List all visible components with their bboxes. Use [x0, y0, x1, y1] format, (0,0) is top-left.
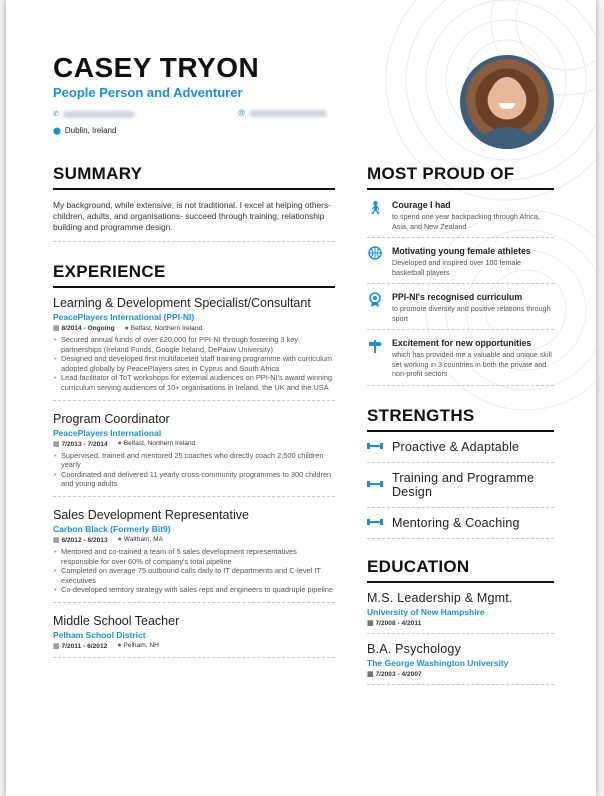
phone-icon: ✆ — [53, 111, 59, 118]
job-entry — [53, 288, 335, 401]
strength-item — [367, 432, 554, 463]
dumbbell-icon — [367, 479, 383, 491]
calendar-icon: ▦ — [367, 670, 374, 678]
strength-label: Proactive & Adaptable — [392, 439, 520, 454]
education-dates: 7/2003 - 4/2007 — [375, 670, 422, 678]
job-location: Belfast, Northern Ireland — [130, 324, 203, 332]
person-walking-icon: 🚶︎ — [367, 200, 384, 215]
left-column — [53, 164, 335, 658]
location-contact — [53, 126, 116, 135]
job-company: PeacePlayers International (PPI-NI) — [53, 312, 195, 322]
job-location: Belfast, Northern Ireland — [123, 440, 196, 448]
location-pin-icon: ● — [117, 440, 122, 448]
job-bullets — [53, 547, 335, 595]
education-school: University of New Hampshire — [367, 606, 485, 617]
location-pin-icon: ● — [124, 324, 129, 332]
job-bullets — [53, 335, 335, 393]
experience-heading: EXPERIENCE — [53, 262, 335, 288]
proud-desc: to spend one year backpacking through Africa, Asia, and New Zealand — [392, 212, 540, 231]
basketball-icon — [367, 246, 383, 277]
phone-contact — [53, 110, 135, 118]
strength-label: Mentoring & Coaching — [392, 515, 520, 530]
strengths-heading: STRENGTHS — [367, 406, 554, 432]
job-meta — [53, 440, 335, 448]
job-location: Waltham, MA — [123, 536, 164, 544]
signpost-icon — [367, 338, 383, 379]
proud-item — [367, 330, 554, 386]
job-dates: 7/2011 - 6/2012 — [61, 642, 108, 650]
proud-desc: which has provided me a valuable and unique skill set working in 3 countries in both the private and non-profit sectors — [392, 350, 552, 378]
calendar-icon: ▦ — [367, 619, 374, 627]
location-pin-icon: ⬤ — [53, 127, 61, 135]
job-bullet: • Secured annual funds of over £20,000 for PPI-NI through fostering 3 key partnerships (Ireland Funds, Google Ireland, DePauw University) — [53, 335, 335, 354]
job-entry — [53, 401, 335, 497]
job-title: Learning & Development Specialist/Consultant — [53, 296, 311, 310]
job-bullet: • Co-developed territory strategy with sales reps and engineers to quadruple pipeline — [53, 585, 335, 595]
right-column — [367, 164, 554, 685]
proud-item — [367, 284, 554, 330]
proud-title: Excitement for new opportunities — [392, 338, 532, 348]
job-bullet: • Coordinated and delivered 11 yearly cross-community programmes to 300 children and young adults — [53, 470, 335, 489]
strength-item — [367, 508, 554, 539]
proud-heading: MOST PROUD OF — [367, 164, 554, 190]
email-icon: @ — [238, 110, 246, 117]
education-school: The George Washington University — [367, 657, 509, 668]
job-meta — [53, 536, 335, 544]
job-meta — [53, 642, 335, 650]
education-item — [367, 583, 554, 634]
job-meta — [53, 324, 335, 332]
calendar-icon: ▦ — [53, 642, 60, 650]
job-company: Carbon Black (Formerly Bit9) — [53, 523, 171, 534]
proud-title: PPI-NI's recognised curriculum — [392, 292, 523, 302]
education-item — [367, 634, 554, 685]
job-title: Sales Development Representative — [53, 507, 249, 522]
job-dates: 6/2012 - 6/2013 — [61, 536, 108, 544]
job-company: PeacePlayers International — [53, 427, 162, 438]
job-title: Middle School Teacher — [53, 613, 180, 628]
job-bullets — [53, 451, 335, 489]
email-redacted — [249, 110, 327, 117]
job-entry — [53, 603, 335, 658]
job-location: Pelham, NH — [123, 642, 159, 650]
phone-redacted — [63, 111, 135, 118]
job-bullet: • Completed on average 75 outbound calls daily to IT departments and C-level IT executives — [53, 566, 335, 585]
proud-desc: to promote diversity and positive relations through sport — [392, 304, 551, 323]
education-heading: EDUCATION — [367, 557, 554, 583]
email-contact — [238, 110, 327, 117]
proud-title: Motivating young female athletes — [392, 246, 531, 256]
job-company: Pelham School District — [53, 629, 146, 640]
candidate-tagline: People Person and Adventurer — [53, 85, 243, 100]
dumbbell-icon — [367, 517, 383, 529]
job-title: Program Coordinator — [53, 411, 170, 426]
job-bullet: • Mentored and co-trained a team of 5 sales development representatives responsible for over 60% of company's total pipeline — [53, 547, 335, 566]
calendar-icon: ▦ — [53, 440, 60, 448]
proud-desc: Developed and inspired over 100 female basketball players — [392, 258, 522, 277]
education-dates: 7/2008 - 4/2011 — [375, 619, 422, 627]
proud-item — [367, 238, 554, 284]
calendar-icon: ▦ — [53, 536, 60, 544]
education-degree: M.S. Leadership & Mgmt. — [367, 590, 513, 605]
job-entry — [53, 497, 335, 603]
strength-item — [367, 463, 554, 508]
dumbbell-icon — [367, 441, 383, 453]
profile-photo — [460, 55, 554, 149]
summary-heading: SUMMARY — [53, 164, 335, 190]
education-degree: B.A. Psychology — [367, 641, 462, 656]
proud-item — [367, 190, 554, 238]
summary-text: My background, while extensive, is not traditional. I excel at helping others- children, adults, and organisations- succeed through training, relationship building and programme design. — [53, 200, 335, 242]
location-pin-icon: ● — [117, 536, 122, 544]
candidate-name: CASEY TRYON — [53, 52, 260, 83]
award-medal-icon — [367, 292, 383, 323]
calendar-icon: ▦ — [53, 325, 60, 332]
job-bullet: • Supervised, trained and mentored 25 coaches who directly coach 2,500 children yearly — [53, 451, 335, 470]
job-bullet: • Lead facilitator of ToT workshops for external audiences on PPI-NI's award winning curriculum serving audiences of 10+ organisations in Ireland, the UK and the USA — [53, 373, 335, 392]
job-bullet: • Designed and developed first multifaceted staff training programme with curriculum adopted globally by PeacePlayers sites in Cyprus and South Africa — [53, 354, 335, 373]
job-dates: 8/2014 - Ongoing — [61, 325, 115, 332]
job-dates: 7/2013 - 7/2014 — [61, 440, 108, 448]
strength-label: Training and Programme Design — [392, 470, 535, 499]
proud-title: Courage I had — [392, 200, 451, 210]
resume-page — [6, 0, 596, 796]
location-text: Dublin, Ireland — [64, 126, 117, 135]
location-pin-icon: ● — [117, 642, 122, 650]
